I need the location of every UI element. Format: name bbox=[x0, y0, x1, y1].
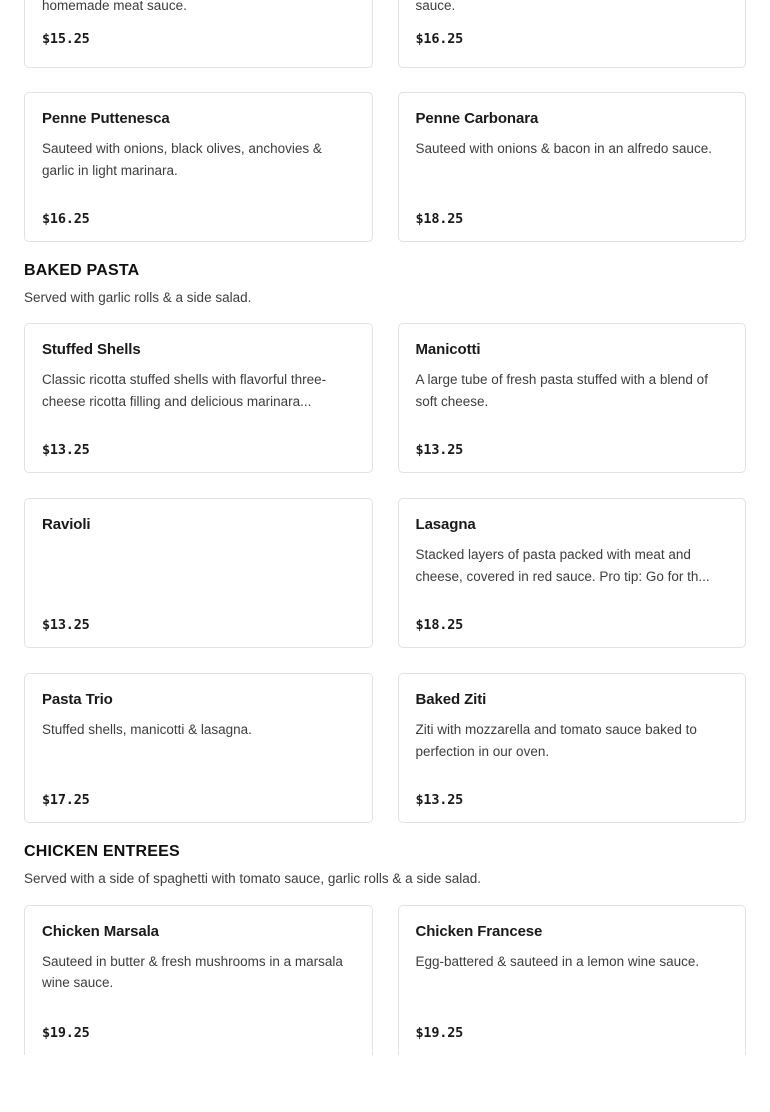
section-subtitle: Served with garlic rolls & a side salad. bbox=[24, 290, 252, 305]
menu-item-card[interactable] bbox=[398, 323, 747, 473]
menu-item-card[interactable] bbox=[24, 0, 373, 68]
menu-item-description: Stuffed shells, manicotti & lasagna. bbox=[42, 722, 252, 738]
menu-item-description: Egg-battered & sauteed in a lemon wine sauce. bbox=[415, 953, 700, 969]
menu-item-description: sauce. bbox=[415, 0, 456, 13]
menu-item-price: $16.25 bbox=[415, 30, 464, 47]
menu-item-name: Chicken Marsala bbox=[42, 922, 159, 940]
pasta-items-grid bbox=[24, 92, 746, 242]
menu-item-card[interactable] bbox=[398, 0, 747, 68]
menu-item-name: Ravioli bbox=[42, 516, 91, 534]
menu-item-description: Sauteed with onions & bacon in an alfredo sauce. bbox=[415, 141, 712, 156]
menu-item-price: $13.25 bbox=[42, 617, 90, 634]
menu-item-price: $17.25 bbox=[42, 792, 90, 809]
section-subtitle: Served with a side of spaghetti with tomato sauce, garlic rolls & a side salad. bbox=[24, 871, 481, 887]
menu-item-price: $18.25 bbox=[415, 211, 464, 227]
menu-item-price: $19.25 bbox=[415, 1024, 464, 1041]
menu-item-card[interactable] bbox=[24, 92, 373, 242]
menu-item-description: Sauteed with onions, black olives, anchovies & garlic in light marinara. bbox=[42, 141, 322, 178]
chicken-entrees-items-grid bbox=[24, 905, 746, 1055]
menu-item-card[interactable] bbox=[398, 673, 747, 823]
menu-item-name: Penne Carbonara bbox=[415, 110, 539, 127]
menu-item-name: Baked Ziti bbox=[415, 691, 487, 709]
menu-item-name: Pasta Trio bbox=[42, 691, 113, 709]
menu-item-price: $13.25 bbox=[42, 442, 90, 459]
menu-item-description: homemade meat sauce. bbox=[42, 0, 187, 13]
menu-item-price: $13.25 bbox=[415, 792, 464, 809]
menu-item-price: $13.25 bbox=[415, 442, 464, 459]
menu-item-card[interactable] bbox=[24, 905, 373, 1055]
menu-item-card[interactable] bbox=[398, 92, 747, 242]
menu-item-card[interactable] bbox=[24, 673, 373, 823]
menu-item-price: $16.25 bbox=[42, 211, 90, 227]
section-header-baked-pasta bbox=[24, 262, 746, 308]
menu-item-description: Sauteed in butter & fresh mushrooms in a marsala wine sauce. bbox=[42, 953, 343, 991]
menu-item-description: Stacked layers of pasta packed with meat and cheese, covered in red sauce. Pro tip: Go for th... bbox=[415, 547, 710, 585]
menu-item-card[interactable] bbox=[398, 498, 747, 648]
menu-item-description bbox=[42, 544, 355, 603]
menu-item-card[interactable] bbox=[398, 905, 747, 1055]
partial-menu-row bbox=[24, 0, 746, 68]
section-header-chicken-entrees bbox=[24, 843, 746, 889]
menu-item-name: Penne Puttenesca bbox=[42, 110, 170, 127]
menu-item-description: A large tube of fresh pasta stuffed with a blend of soft cheese. bbox=[415, 372, 708, 410]
menu-item-card[interactable] bbox=[24, 498, 373, 648]
menu-item-price: $15.25 bbox=[42, 30, 90, 47]
menu-item-description: Ziti with mozzarella and tomato sauce baked to perfection in our oven. bbox=[415, 722, 697, 760]
row-spacer bbox=[24, 68, 746, 92]
menu-item-card[interactable] bbox=[24, 323, 373, 473]
menu-item-description: Classic ricotta stuffed shells with flavorful three-cheese ricotta filling and delicious marinara... bbox=[42, 372, 327, 410]
section-title: BAKED PASTA bbox=[24, 262, 140, 279]
menu-item-name: Lasagna bbox=[415, 516, 476, 534]
menu-item-price: $19.25 bbox=[42, 1024, 90, 1041]
section-title: CHICKEN ENTREES bbox=[24, 843, 180, 861]
menu-item-price: $18.25 bbox=[415, 617, 464, 634]
baked-pasta-items-grid bbox=[24, 323, 746, 823]
menu-item-name: Stuffed Shells bbox=[42, 341, 141, 359]
menu-item-name: Chicken Francese bbox=[415, 922, 543, 940]
menu-item-name: Manicotti bbox=[415, 341, 481, 359]
